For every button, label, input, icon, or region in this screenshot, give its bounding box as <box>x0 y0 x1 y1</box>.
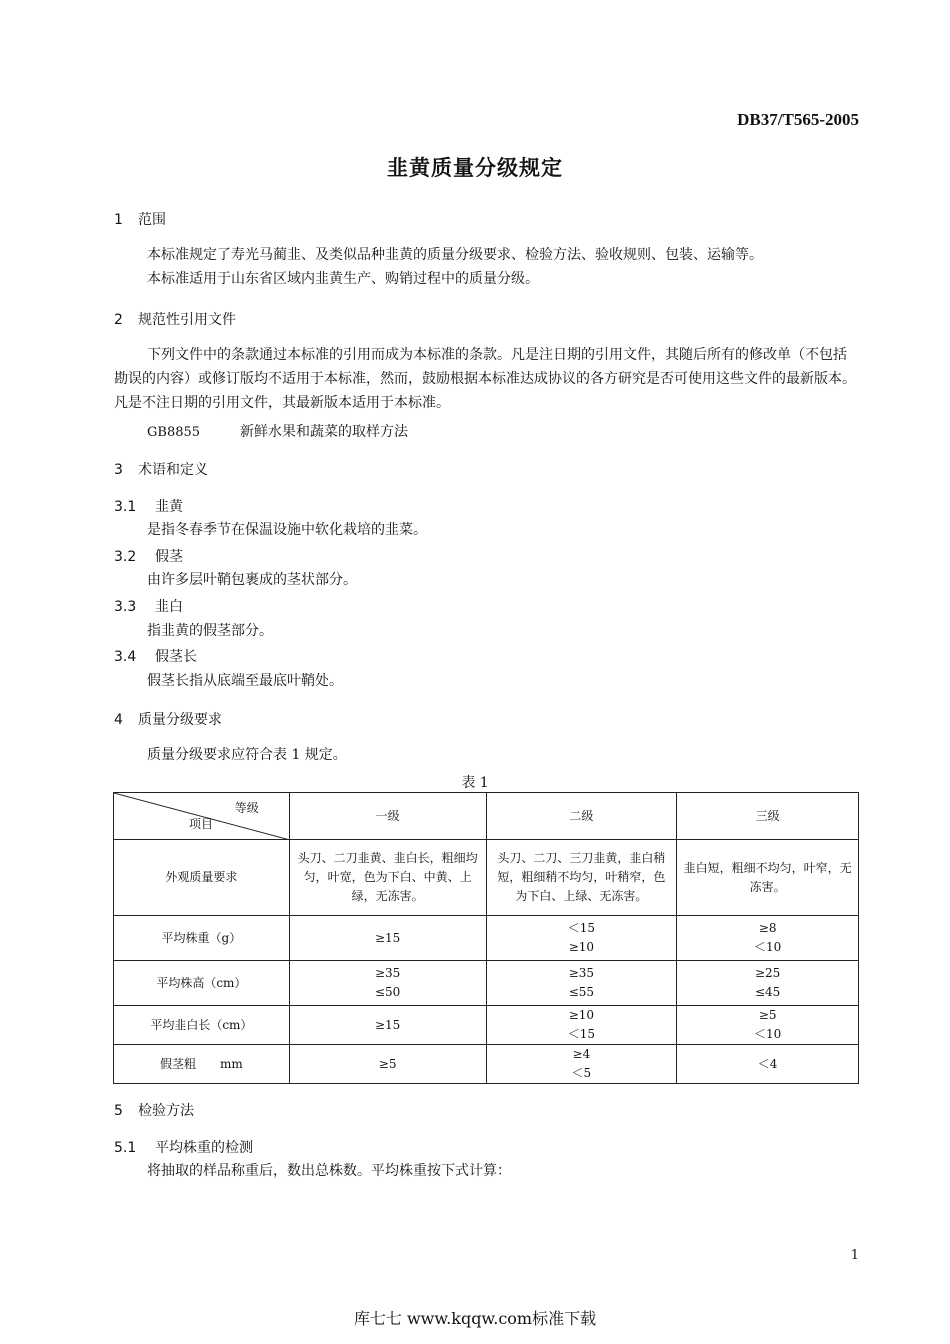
section-1-heading <box>114 209 166 229</box>
table-cell <box>677 916 859 961</box>
grade-label: 等级 <box>234 801 259 815</box>
table-cell <box>486 916 677 961</box>
item-label: 项目 <box>189 817 214 831</box>
section-title: 质量分级要求 <box>138 712 222 728</box>
reference-code: GB8855 <box>147 425 201 440</box>
term-definition: 由许多层叶鞘包裹成的茎状部分。 <box>147 572 357 588</box>
cell-line: ＜15 <box>567 921 595 935</box>
term-heading <box>114 496 183 516</box>
quality-grade-table <box>113 792 859 1084</box>
cell-line: ＜10 <box>753 940 782 954</box>
subsection-title: 平均株重的检测 <box>155 1140 253 1156</box>
table-cell: ≥15 <box>289 1006 486 1045</box>
cell-line: ≤50 <box>374 985 401 999</box>
subsection-number: 5.1 <box>114 1140 137 1156</box>
term-heading <box>114 646 197 666</box>
table-row <box>114 1006 859 1045</box>
table-cell: ≥15 <box>289 916 486 961</box>
section-title: 规范性引用文件 <box>138 312 236 328</box>
section-title: 范围 <box>138 212 166 228</box>
table-row <box>114 840 859 916</box>
row-label: 平均株重（g） <box>114 916 290 961</box>
table-cell: ≥5 <box>289 1045 486 1084</box>
cell-line: ＜10 <box>753 1027 782 1041</box>
section-number: 1 <box>114 212 123 228</box>
section-title: 术语和定义 <box>138 462 208 478</box>
term-heading <box>114 596 183 616</box>
table-cell: 头刀、二刀、三刀韭黄，韭白稍短，粗细稍不均匀，叶稍窄，色为下白、上绿、无冻害。 <box>486 840 677 916</box>
table-cell <box>677 1006 859 1045</box>
table-row <box>114 916 859 961</box>
term-definition: 假茎长指从底端至最底叶鞘处。 <box>147 673 343 689</box>
grade-header: 三级 <box>677 793 859 840</box>
table-caption: 表 1 <box>461 775 489 791</box>
term-heading <box>114 546 183 566</box>
table-cell <box>486 1045 677 1084</box>
paragraph: 本标准适用于山东省区域内韭黄生产、购销过程中的质量分级。 <box>147 271 539 287</box>
cell-line: ＜5 <box>571 1066 592 1080</box>
page-title: 韭黄质量分级规定 <box>387 156 563 180</box>
section-3-heading <box>114 459 208 479</box>
term-title: 假茎长 <box>155 649 197 665</box>
term-title: 韭黄 <box>155 499 183 515</box>
row-label: 假茎粗 mm <box>114 1045 290 1084</box>
reference-title: 新鲜水果和蔬菜的取样方法 <box>240 424 408 440</box>
section-4-heading <box>114 709 222 729</box>
page-number: 1 <box>850 1248 859 1263</box>
cell-line: ≥10 <box>568 1008 595 1022</box>
row-label: 平均株高（cm） <box>114 961 290 1006</box>
table-cell: 头刀、二刀韭黄、韭白长，粗细均匀，叶宽，色为下白、中黄、上绿，无冻害。 <box>289 840 486 916</box>
term-title: 假茎 <box>155 549 183 565</box>
cell-line: ≥4 <box>572 1047 591 1061</box>
reference-entry <box>147 420 408 445</box>
table-cell <box>486 961 677 1006</box>
cell-line: ≤45 <box>754 985 781 999</box>
term-number: 3.2 <box>114 549 137 565</box>
grade-header: 二级 <box>486 793 677 840</box>
cell-line: ≥10 <box>568 940 595 954</box>
table-cell <box>289 961 486 1006</box>
row-label: 外观质量要求 <box>114 840 290 916</box>
cell-line: ≤55 <box>568 985 595 999</box>
subsection-heading <box>114 1137 253 1157</box>
paragraph: 质量分级要求应符合表 1 规定。 <box>147 747 347 763</box>
term-definition: 指韭黄的假茎部分。 <box>147 623 273 639</box>
table-row <box>114 1045 859 1084</box>
term-title: 韭白 <box>155 599 183 615</box>
table-cell: 韭白短，粗细不均匀，叶窄，无冻害。 <box>677 840 859 916</box>
paragraph: 将抽取的样品称重后，数出总株数。平均株重按下式计算： <box>147 1163 511 1179</box>
table-cell <box>486 1006 677 1045</box>
row-label: 平均韭白长（cm） <box>114 1006 290 1045</box>
section-2-heading <box>114 309 236 329</box>
table-row <box>114 961 859 1006</box>
section-number: 3 <box>114 462 123 478</box>
section-5-heading <box>114 1100 194 1120</box>
table-corner-cell <box>114 793 290 840</box>
table-cell: ＜4 <box>677 1045 859 1084</box>
paragraph: 下列文件中的条款通过本标准的引用而成为本标准的条款。凡是注日期的引用文件，其随后所有的修改单（不包括勘误的内容）或修订版均不适用于本标准，然而，鼓励根据本标准达成协议的各方研究是否可使用这些文件的最新版本。凡是不注日期的引用文件，其最新版本适用于本标准。 <box>114 347 856 411</box>
table-cell <box>677 961 859 1006</box>
term-definition: 是指冬春季节在保温设施中软化栽培的韭菜。 <box>147 522 427 538</box>
section-number: 2 <box>114 312 123 328</box>
section-title: 检验方法 <box>138 1103 194 1119</box>
section-number: 4 <box>114 712 123 728</box>
cell-line: ≥8 <box>758 921 777 935</box>
term-number: 3.4 <box>114 649 137 665</box>
cell-line: ≥35 <box>374 966 401 980</box>
term-number: 3.1 <box>114 499 137 515</box>
cell-line: ≥35 <box>568 966 595 980</box>
paragraph: 本标准规定了寿光马蔺韭、及类似品种韭黄的质量分级要求、检验方法、验收规则、包装、运输等。 <box>147 247 763 263</box>
cell-line: ≥5 <box>758 1008 777 1022</box>
grade-header: 一级 <box>289 793 486 840</box>
cell-line: ≥25 <box>754 966 781 980</box>
footer-watermark: 库七七 www.kqqw.com标准下载 <box>353 1309 597 1328</box>
section-number: 5 <box>114 1103 123 1119</box>
cell-line: ＜15 <box>567 1027 595 1041</box>
document-number: DB37/T565-2005 <box>737 110 859 129</box>
term-number: 3.3 <box>114 599 137 615</box>
